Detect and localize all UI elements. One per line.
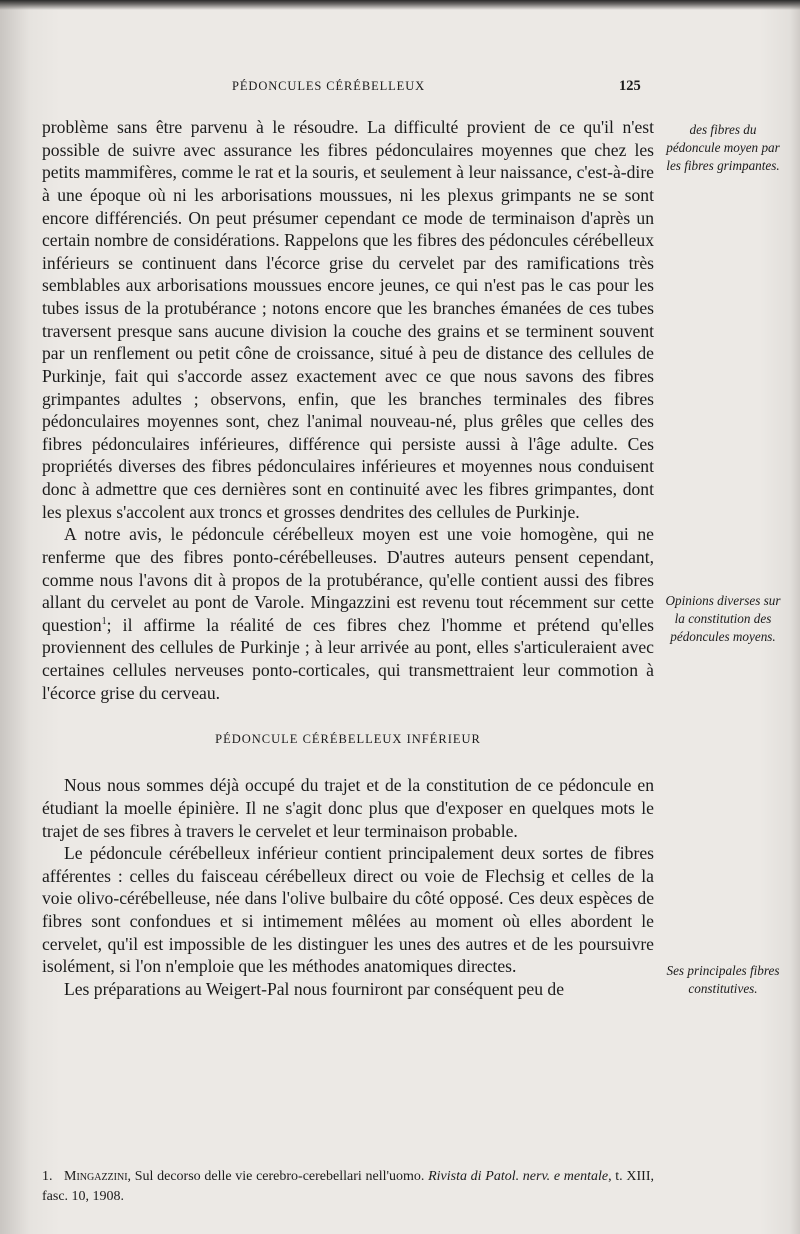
paragraph-4: Le pédoncule cérébelleux inférieur contient principalement deux sortes de fibres afférentes : celles du faisceau cérébelleux direct ou voie de Flechsig et celles de la voie olivo-cérébelleuse, née dans l'olive bulbaire du côté opposé. Ces deux espèces de fibres sont confondues et si intimement mêlées au moment où elles abordent le cervelet, qu'il est impossible de les distinguer les unes des autres et de les poursuivre isolément, si l'on n'emploie que les méthodes anatomiques directes. — [42, 843, 654, 977]
margin-note-opinions: Opinions diverses sur la constitution des pédoncules moyens. — [665, 593, 781, 644]
section-heading: PÉDONCULE CÉRÉBELLEUX INFÉRIEUR — [215, 732, 481, 747]
footnote-title: , Sul decorso delle vie cerebro-cerebellari nell'uomo. — [127, 1169, 429, 1184]
footnote-details: , t. XIII, fasc. 10, 1908. — [42, 1169, 654, 1204]
running-head — [0, 79, 800, 99]
scan-edge-shadow — [0, 0, 800, 10]
footnote-author: Mingazzini — [64, 1169, 128, 1184]
footnote-journal: Rivista di Patol. nerv. e mentale — [428, 1169, 609, 1184]
paragraph-2-text-a: A notre avis, le pédoncule cérébelleux moyen est une voie homogène, qui ne renferme que des fibres ponto-cérébelleuses. D'autres auteurs pensent cependant, comme nous l'avons dit à propos de la protubérance, qu'elle contient aussi des fibres allant du cervelet au pont de Varole. Mingazzini est revenu tout récemment sur cette question — [42, 524, 654, 635]
margin-note-principales: Ses principales fibres constitutives. — [666, 963, 780, 996]
margin-note-fibres: des fibres du pédoncule moyen par les fibres grimpantes. — [666, 122, 780, 173]
paragraph-3: Nous nous sommes déjà occupé du trajet et de la constitution de ce pédoncule en étudiant la moelle épinière. Il ne s'agit donc plus que d'exposer en quelques mots le trajet de ses fibres à travers le cervelet et leur terminaison probable. — [42, 775, 654, 841]
page-number: 125 — [619, 78, 641, 94]
paragraph-2-text-b: ; il affirme la réalité de ces fibres chez l'homme et prétend qu'elles proviennent des cellules de Purkinje ; à leur arrivée au pont, elles s'articuleraient avec certaines cellules nerveuses ponto-corticales, qui transmettraient leur commotion à l'écorce grise du cerveau. — [42, 614, 654, 703]
paragraph-2 — [42, 523, 654, 704]
footnote-reference: 1 — [101, 615, 107, 627]
paragraph-5: Les préparations au Weigert-Pal nous fourniront par conséquent peu de — [64, 978, 565, 999]
running-head-title: PÉDONCULES CÉRÉBELLEUX — [232, 79, 426, 93]
main-text-column — [42, 116, 654, 1001]
paragraph-1: problème sans être parvenu à le résoudre. La difficulté provient de ce qu'il n'est possible de suivre avec assurance les fibres pédonculaires moyennes que chez les petits mammifères, comme le rat et la souris, et seulement à leur naissance, c'est-à-dire à une époque où ni les arborisations moussues, ni les plexus grimpants ne se sont encore différenciés. On peut présumer cependant ce mode de terminaison d'après un certain nombre de considérations. Rappelons que les fibres des pédoncules cérébelleux inférieurs se continuent dans l'écorce grise du cervelet par des ramifications très semblables aux arborisations moussues encore jeunes, ce qui n'est pas le cas pour les tubes issus de la protubérance ; notons encore que les branches émanées de ces tubes traversent presque sans aucune division la couche des grains et se terminent souvent par un renflement ou petit cône de croissance, situé à peu de distance des cellules de Purkinje, fait qui s'accorde assez exactement avec ce que nous savons des fibres grimpantes adultes ; observons, enfin, que les branches terminales des fibres pédonculaires moyennes sont, chez l'animal nouveau-né, plus grêles que celles des fibres pédonculaires inférieures, différence qui persiste aussi à l'âge adulte. Ces propriétés diverses des fibres pédonculaires inférieures et moyennes nous conduisent donc à admettre que ces dernières sont en continuité avec les fibres grimpantes, dont les plexus s'accolent aux troncs et grosses dendrites des cellules de Purkinje. — [42, 117, 654, 522]
footnote — [42, 1167, 654, 1207]
footnote-number: 1. — [42, 1169, 53, 1184]
